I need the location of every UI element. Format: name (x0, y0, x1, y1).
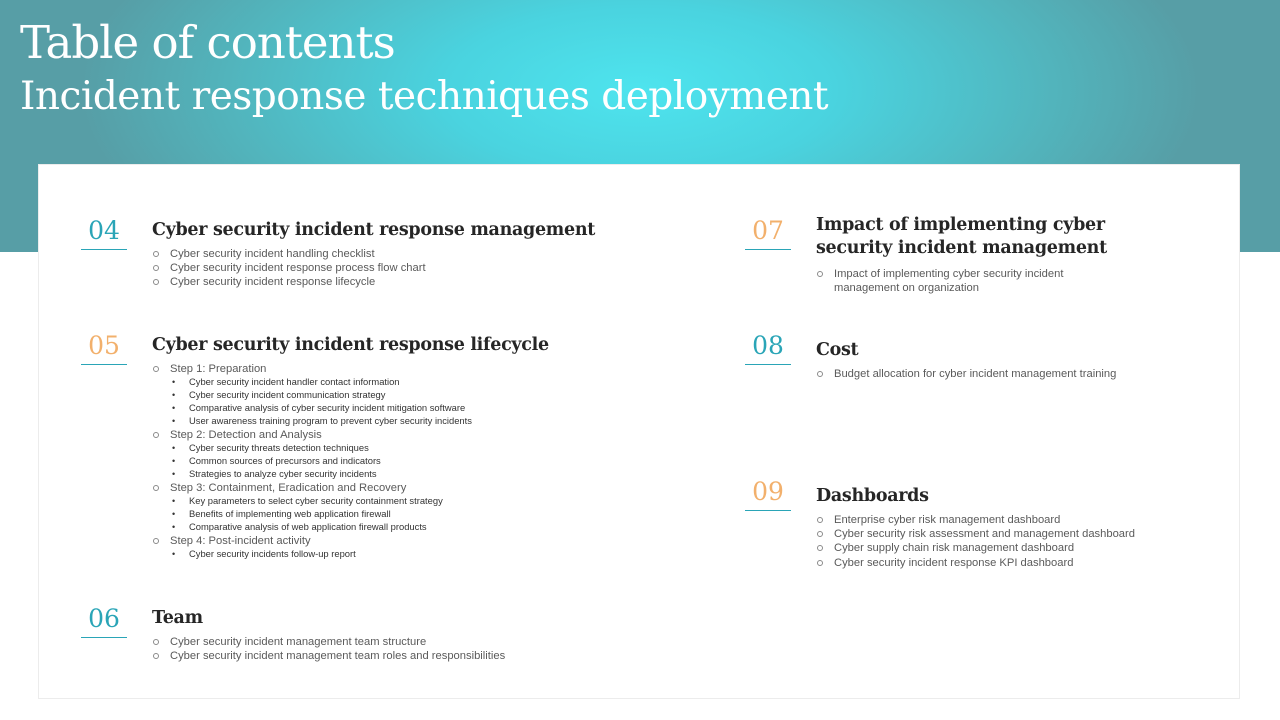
page-subtitle: Incident response techniques deployment (20, 74, 829, 119)
section-items (816, 267, 1106, 295)
sub-item[interactable]: • Cyber security incidents follow-up report (152, 548, 712, 561)
sub-item[interactable]: • Comparative analysis of web application firewall products (152, 521, 712, 534)
sub-item[interactable]: • Cyber security incident handler contact information (152, 376, 712, 389)
list-item[interactable]: Cyber security incident handling checklist (152, 247, 692, 261)
step-item[interactable]: Step 4: Post-incident activity (152, 534, 712, 548)
list-item[interactable]: Cyber supply chain risk management dashboard (816, 541, 1216, 555)
list-item[interactable]: Cyber security incident management team roles and responsibilities (152, 649, 692, 663)
section-items (152, 362, 712, 561)
sub-item[interactable]: • Common sources of precursors and indicators (152, 455, 712, 468)
section-heading[interactable]: Dashboards (816, 486, 929, 506)
step-item[interactable]: Step 2: Detection and Analysis (152, 428, 712, 442)
section-items (816, 513, 1216, 570)
section-number: 06 (81, 604, 127, 638)
section-items (152, 635, 692, 663)
sub-item[interactable]: • Comparative analysis of cyber security incident mitigation software (152, 402, 712, 415)
list-item[interactable]: Cyber security incident management team structure (152, 635, 692, 649)
section-heading[interactable]: Cost (816, 340, 859, 360)
section-heading[interactable]: Impact of implementing cyber security incident management (816, 215, 1107, 258)
list-item[interactable]: Cyber security risk assessment and management dashboard (816, 527, 1216, 541)
list-item[interactable]: Cyber security incident response KPI dashboard (816, 556, 1216, 570)
section-number: 07 (745, 216, 791, 250)
sub-item[interactable]: • User awareness training program to prevent cyber security incidents (152, 415, 712, 428)
page-title: Table of contents (20, 16, 395, 69)
section-items (152, 247, 692, 290)
sub-item[interactable]: • Strategies to analyze cyber security incidents (152, 468, 712, 481)
list-item[interactable]: Impact of implementing cyber security incident management on organization (816, 267, 1106, 295)
sub-item[interactable]: • Key parameters to select cyber security containment strategy (152, 495, 712, 508)
section-number: 08 (745, 331, 791, 365)
sub-item[interactable]: • Benefits of implementing web application firewall (152, 508, 712, 521)
section-items (816, 367, 1196, 381)
list-item[interactable]: Cyber security incident response process flow chart (152, 261, 692, 275)
step-item[interactable]: Step 3: Containment, Eradication and Recovery (152, 481, 712, 495)
section-number: 09 (745, 477, 791, 511)
section-number: 05 (81, 331, 127, 365)
section-heading[interactable]: Cyber security incident response lifecycle (152, 335, 549, 355)
section-heading[interactable]: Cyber security incident response management (152, 220, 596, 240)
sub-item[interactable]: • Cyber security incident communication strategy (152, 389, 712, 402)
section-number: 04 (81, 216, 127, 250)
section-heading[interactable]: Team (152, 608, 203, 628)
sub-item[interactable]: • Cyber security threats detection techniques (152, 442, 712, 455)
step-item[interactable]: Step 1: Preparation (152, 362, 712, 376)
list-item[interactable]: Enterprise cyber risk management dashboard (816, 513, 1216, 527)
list-item[interactable]: Cyber security incident response lifecycle (152, 275, 692, 289)
list-item[interactable]: Budget allocation for cyber incident management training (816, 367, 1196, 381)
